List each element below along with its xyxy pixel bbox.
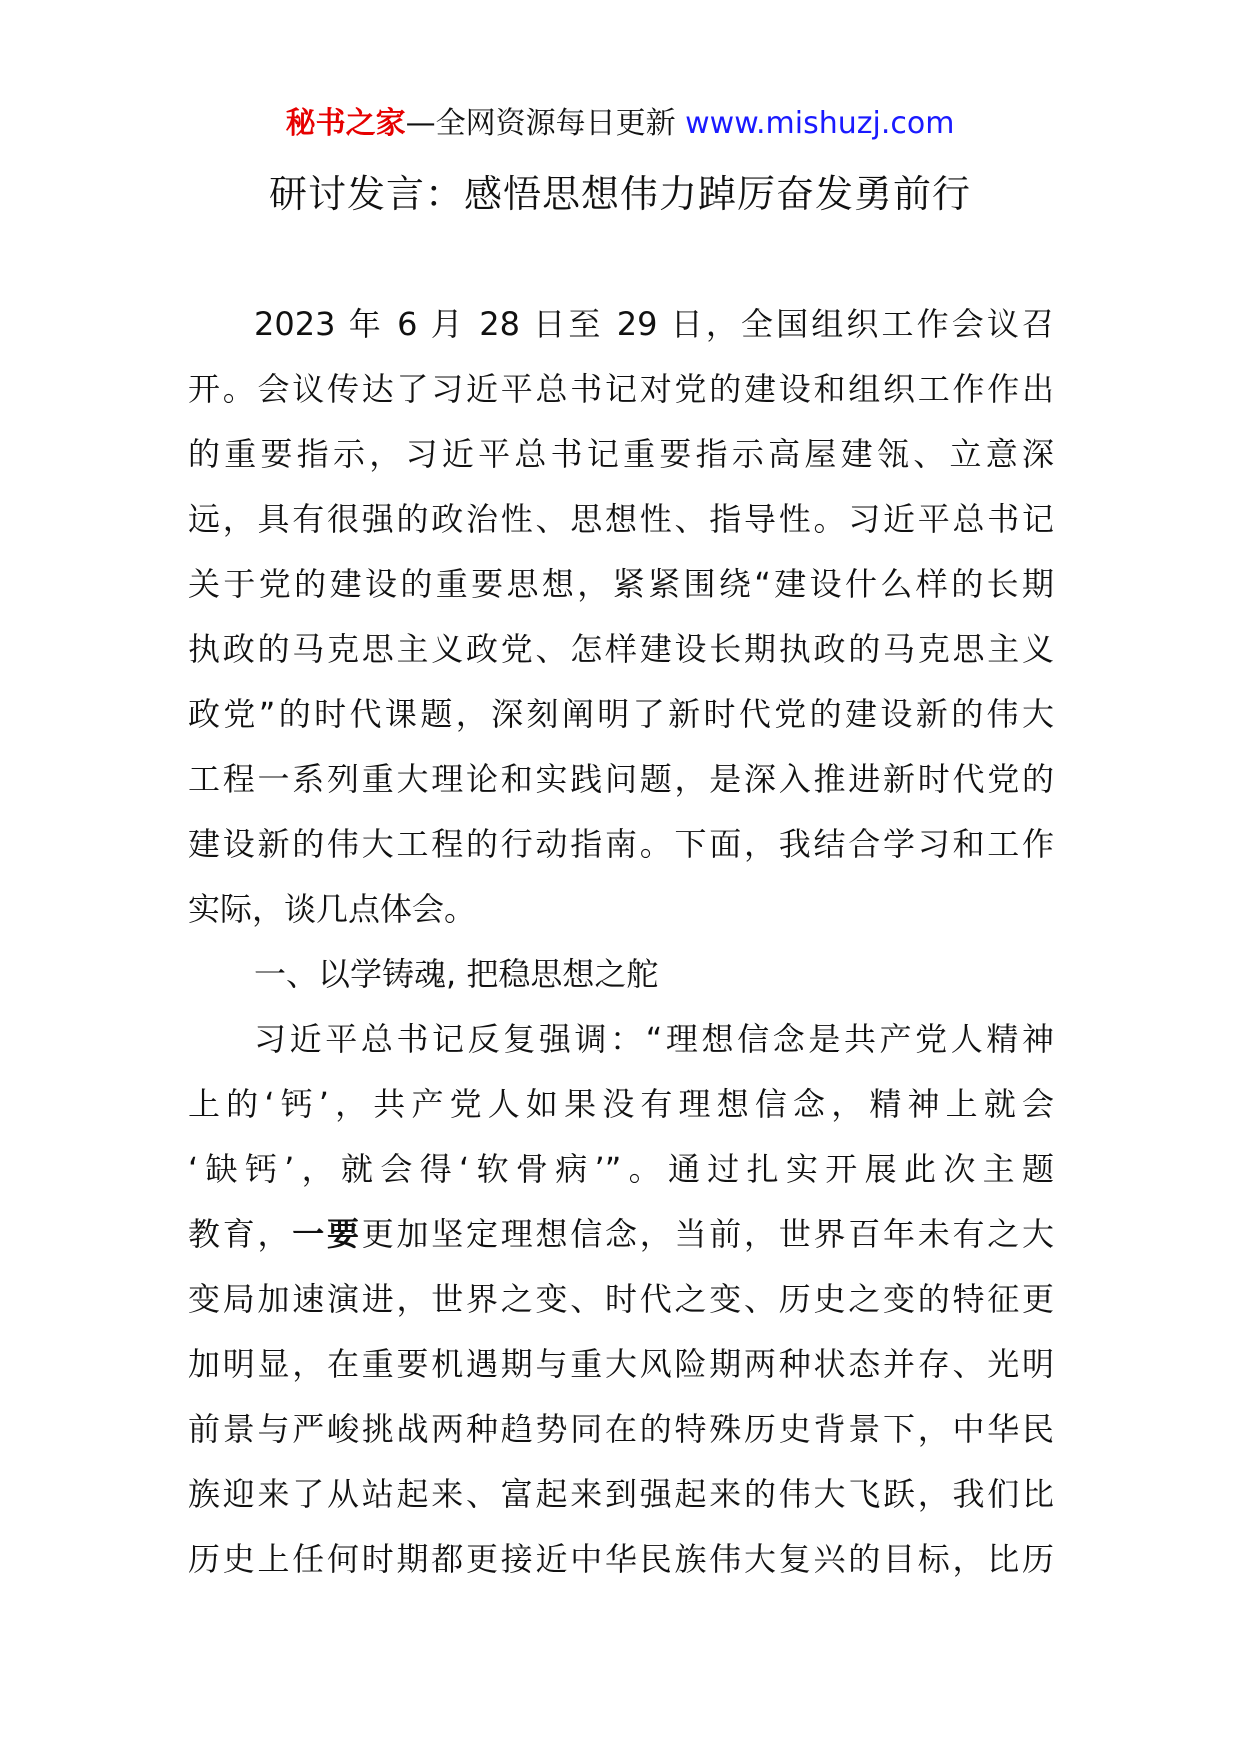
text-line: 族迎来了从站起来、富起来到强起来的伟大飞跃，我们比 [188,1475,1054,1513]
text-line: 加明显，在重要机遇期与重大风险期两种状态并存、光明 [188,1345,1054,1383]
document-title: 研讨发言：感悟思想伟力踔厉奋发勇前行 [268,172,971,216]
site-header [0,104,1240,144]
text-line: 前景与严峻挑战两种趋势同在的特殊历史背景下，中华民 [188,1410,1054,1448]
text-line: ‘缺钙’，就会得‘软骨病’”。通过扎实开展此次主题 [188,1150,1054,1188]
text-line: 变局加速演进，世界之变、时代之变、历史之变的特征更 [188,1280,1054,1318]
text-line: 上的‘钙’，共产党人如果没有理想信念，精神上就会 [188,1085,1054,1123]
text-line: 2023 年 6 月 28 日至 29 日，全国组织工作会议召 [254,305,1054,343]
section-heading: 一、以学铸魂, 把稳思想之舵 [254,955,659,993]
text-line: 工程一系列重大理论和实践问题，是深入推进新时代党的 [188,760,1054,798]
text-fragment: 教育， [188,1215,293,1253]
text-line: 开。会议传达了习近平总书记对党的建设和组织工作作出 [188,370,1054,408]
text-line: 历史上任何时期都更接近中华民族伟大复兴的目标，比历 [188,1540,1054,1578]
text-line: 建设新的伟大工程的行动指南。下面，我结合学习和工作 [188,825,1054,863]
header-tagline: —全网资源每日更新 [405,106,686,141]
paragraph-1 [188,292,1054,942]
text-line: 关于党的建设的重要思想，紧紧围绕“建设什么样的长期 [188,565,1054,603]
text-fragment: 更加坚定理想信念，当前，世界百年未有之大 [361,1215,1054,1253]
text-line: 政党”的时代课题，深刻阐明了新时代党的建设新的伟大 [188,695,1054,733]
brand-name: 秘书之家 [285,106,406,141]
text-line: 习近平总书记反复强调：“理想信念是共产党人精神 [254,1020,1054,1058]
paragraph-2 [188,1007,1054,1592]
document-body [188,292,1054,1592]
text-line: 执政的马克思主义政党、怎样建设长期执政的马克思主义 [188,630,1054,668]
bold-emphasis: 一要 [292,1215,362,1253]
text-line [188,1202,1054,1267]
text-line: 远，具有很强的政治性、思想性、指导性。习近平总书记 [188,500,1054,538]
text-line: 实际，谈几点体会。 [188,890,477,928]
site-url[interactable]: www.mishuzj.com [685,106,955,141]
text-line: 的重要指示，习近平总书记重要指示高屋建瓴、立意深 [188,435,1054,473]
